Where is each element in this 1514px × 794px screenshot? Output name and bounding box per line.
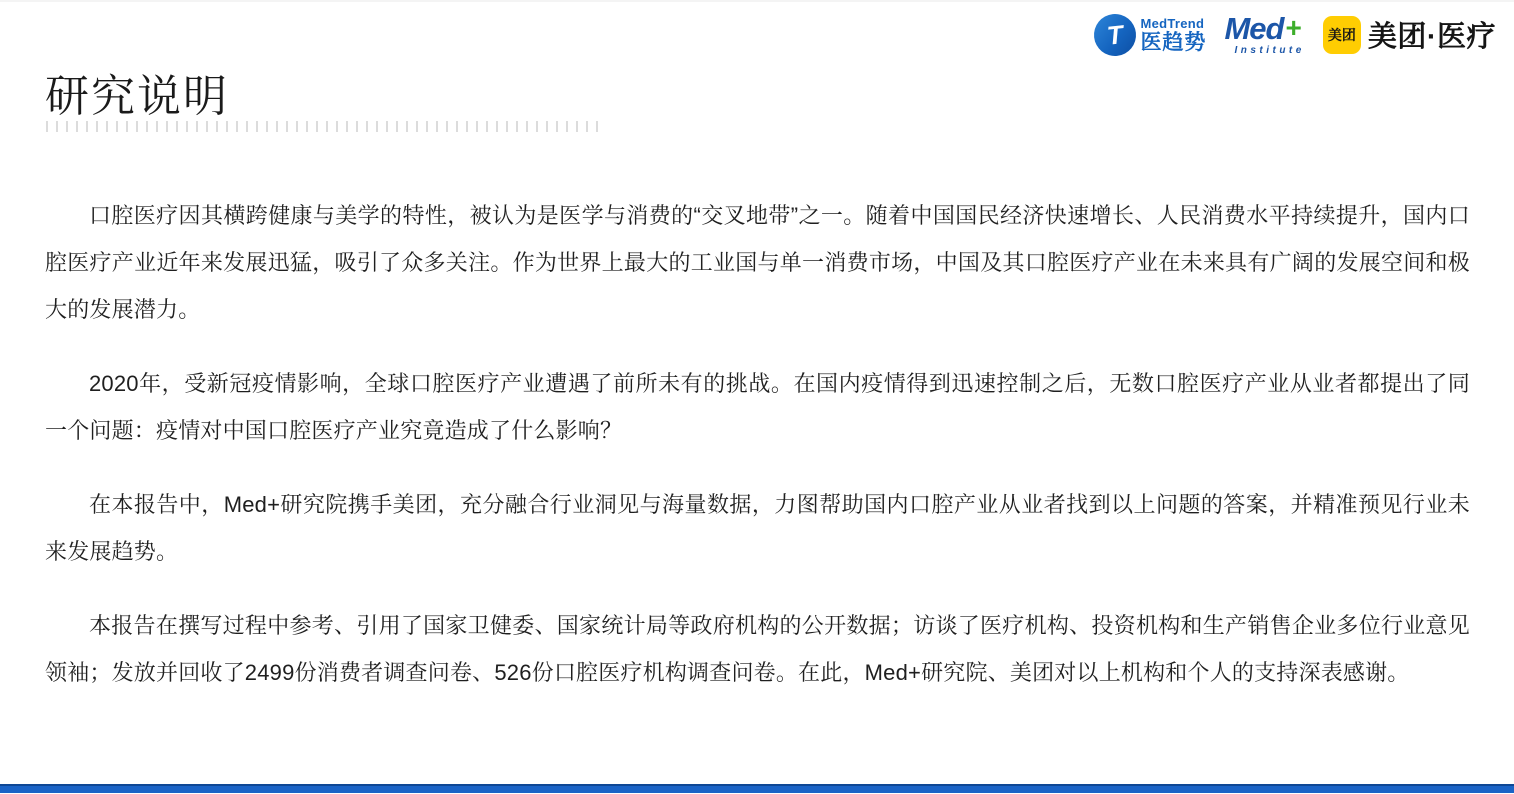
logo-strip (1094, 13, 1496, 56)
title-underline-ticks (46, 121, 598, 132)
paragraph-intro: 口腔医疗因其横跨健康与美学的特性，被认为是医学与消费的“交叉地带”之一。随着中国国民经济快速增长、人民消费水平持续提升，国内口腔医疗产业近年来发展迅猛，吸引了众多关注。作为世界上最大的工业国与单一消费市场，中国及其口腔医疗产业在未来具有广阔的发展空间和极大的发展潜力。 (45, 203, 1470, 322)
paragraph-pandemic: 2020年，受新冠疫情影响，全球口腔医疗产业遭遇了前所未有的挑战。在国内疫情得到迅速控制之后，无数口腔医疗产业从业者都提出了同一个问题：疫情对中国口腔医疗产业究竟造成了什么影响？ (45, 371, 1470, 443)
medplus-word: Med (1224, 11, 1284, 46)
medplus-wordmark (1224, 13, 1301, 44)
paragraph-report-goal: 在本报告中，Med+研究院携手美团，充分融合行业洞见与海量数据，力图帮助国内口腔产业从业者找到以上问题的答案，并精准预见行业未来发展趋势。 (45, 492, 1470, 564)
body-text (45, 192, 1470, 723)
medtrend-wordmark (1140, 17, 1206, 53)
paragraph-acknowledgement: 本报告在撰写过程中参考、引用了国家卫健委、国家统计局等政府机构的公开数据；访谈了医疗机构、投资机构和生产销售企业多位行业意见领袖；发放并回收了2499份消费者调查问卷、526份口腔医疗机构调查问卷。在此，Med+研究院、美团对以上机构和个人的支持深表感谢。 (45, 613, 1470, 685)
medtrend-name-cn: 医趋势 (1140, 30, 1207, 54)
medtrend-logo (1094, 14, 1206, 56)
meituan-medical-logo (1323, 14, 1496, 55)
meituan-badge-icon: 美团 (1323, 16, 1361, 54)
medtrend-name-en: MedTrend (1140, 15, 1205, 31)
medplus-subtitle: Institute (1234, 45, 1305, 56)
footer-accent-bar (0, 784, 1514, 793)
medtrend-t-icon (1092, 11, 1138, 57)
medtrend-t-letter: T (1105, 18, 1125, 50)
page-title: 研究说明 (45, 72, 229, 121)
medplus-institute-logo (1224, 13, 1304, 56)
medplus-plus-icon: + (1285, 12, 1302, 43)
meituan-medical-label: 美团·医疗 (1367, 21, 1496, 53)
